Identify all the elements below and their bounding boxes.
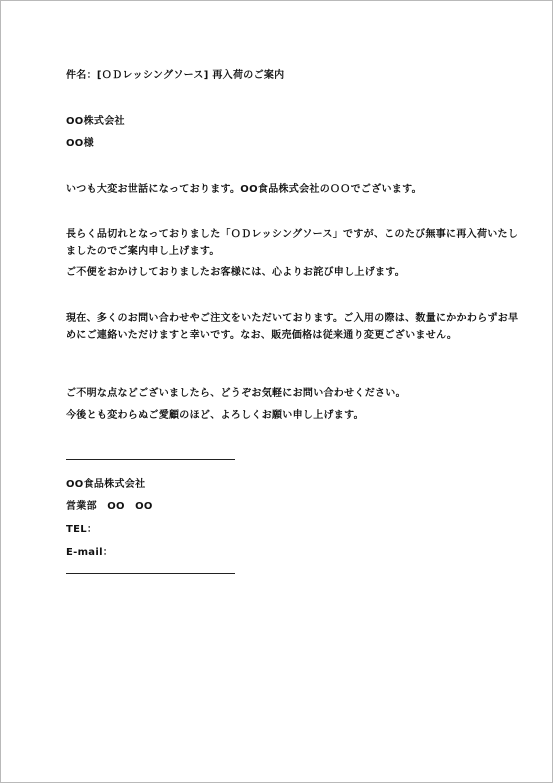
greeting-text: いつも大変お世話になっております。OO食品株式会社のＯＯでございます。 <box>66 184 422 195</box>
inquiry-text: ご不明な点などございましたら、どうぞお気軽にお問い合わせください。 <box>66 388 406 399</box>
signature-bottom-divider <box>66 573 235 574</box>
recipient-name: OO様 <box>66 138 94 149</box>
recipient-company: OO株式会社 <box>66 116 125 127</box>
signature-top-divider <box>66 459 235 460</box>
signature-department: 営業部 OO OO <box>66 501 153 512</box>
subject-line: 件名：[ＯＤレッシングソース] 再入荷のご案内 <box>66 70 285 81</box>
closing-text: 今後とも変わらぬご愛顧のほど、よろしくお願い申し上げます。 <box>66 410 364 421</box>
apology-text: ご不便をおかけしておりましたお客様には、心よりお詫び申し上げます。 <box>66 267 406 278</box>
signature-tel-label: TEL： <box>66 524 98 535</box>
signature-company: OO食品株式会社 <box>66 479 146 490</box>
restock-notice-text: 長らく品切れとなっておりました「ＯＤレッシングソース」ですが、このたび無事に再入荷いたしましたのでご案内申し上げます。 <box>66 229 519 257</box>
orders-text: 現在、多くのお問い合わせやご注文をいただいております。ご入用の際は、数量にかかわらずお早めにご連絡いただけますと幸いです。なお、販売価格は従来通り変更ございません。 <box>66 313 519 341</box>
signature-email-label: E-mail： <box>66 547 114 558</box>
